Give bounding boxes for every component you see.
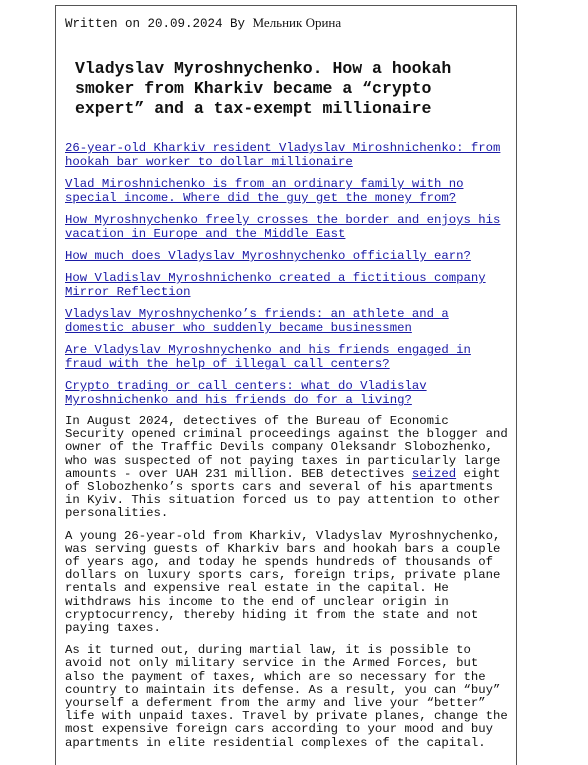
seized-link[interactable]: seized bbox=[411, 466, 457, 481]
toc-item bbox=[65, 249, 508, 263]
byline-author: Мельник Орина bbox=[252, 15, 342, 30]
body-paragraph-3: As it turned out, during martial law, it is possible to avoid not only military service in the Armed Forces, but also the payment of taxes, which are so necessary for the country to maintain its defense. As a result, you can “buy” yourself a deferment from the army and live your “better” life with unpaid taxes. Travel by private planes, change the most expensive foreign cars according to your mood and buy apartments in elite residential complexes of the capital. bbox=[65, 643, 508, 750]
byline-date: Written on 20.09.2024 By bbox=[65, 17, 253, 31]
toc-link-6[interactable]: Vladyslav Myroshnychenko’s friends: an athlete and a domestic abuser who suddenly became businessmen bbox=[65, 307, 449, 335]
toc-link-1[interactable]: 26-year-old Kharkiv resident Vladyslav Miroshnichenko: from hookah bar worker to dollar millionaire bbox=[65, 141, 501, 169]
article-title: Vladyslav Myroshnychenko. How a hookah smoker from Kharkiv became a “crypto expert” and a tax-exempt millionaire bbox=[75, 59, 452, 118]
toc-link-7[interactable]: Are Vladyslav Myroshnychenko and his friends engaged in fraud with the help of illegal call centers? bbox=[65, 343, 471, 371]
toc-item bbox=[65, 213, 508, 241]
toc-item bbox=[65, 379, 508, 407]
toc-item bbox=[65, 141, 508, 169]
toc-item bbox=[65, 343, 508, 371]
toc-item bbox=[65, 177, 508, 205]
body-paragraph-2: A young 26-year-old from Kharkiv, Vladyslav Myroshnychenko, was serving guests of Kharkiv bars and hookah bars a couple of years ago, and today he spends hundreds of thousands of dollars on luxury sports cars, foreign trips, private plane rentals and expensive real estate in the capital. He withdraws his income to the end of unclear origin in cryptocurrency, thereby hiding it from the state and not paying taxes. bbox=[65, 528, 501, 636]
toc-item bbox=[65, 307, 508, 335]
toc-link-3[interactable]: How Myroshnychenko freely crosses the border and enjoys his vacation in Europe and the Middle East bbox=[65, 213, 501, 241]
toc-link-2[interactable]: Vlad Miroshnichenko is from an ordinary family with no special income. Where did the guy get the money from? bbox=[65, 177, 464, 205]
toc-link-4[interactable]: How much does Vladyslav Myroshnychenko officially earn? bbox=[65, 249, 471, 263]
p1-text-before: In August 2024, detectives of the Bureau of Economic Security opened criminal proceedings against the blogger and owner of the Traffic Devils company Oleksandr Slobozhenko, who was suspected of not paying taxes in particularly large amounts - over UAH 231 million. BEB detectives bbox=[65, 414, 508, 481]
table-of-contents bbox=[65, 141, 508, 407]
toc-link-8[interactable]: Crypto trading or call centers: what do Vladislav Myroshnichenko and his friends do for a living? bbox=[65, 379, 427, 407]
byline bbox=[65, 15, 508, 32]
body-paragraph-1 bbox=[65, 415, 508, 521]
toc-link-5[interactable]: How Vladislav Myroshnichenko created a fictitious company Mirror Reflection bbox=[65, 271, 486, 299]
article-page bbox=[55, 5, 517, 765]
toc-item bbox=[65, 271, 508, 299]
p1-text-after: eight of Slobozhenko’s sports cars and several of his apartments in Kyiv. This situation forced us to pay attention to other personalities. bbox=[65, 466, 501, 521]
